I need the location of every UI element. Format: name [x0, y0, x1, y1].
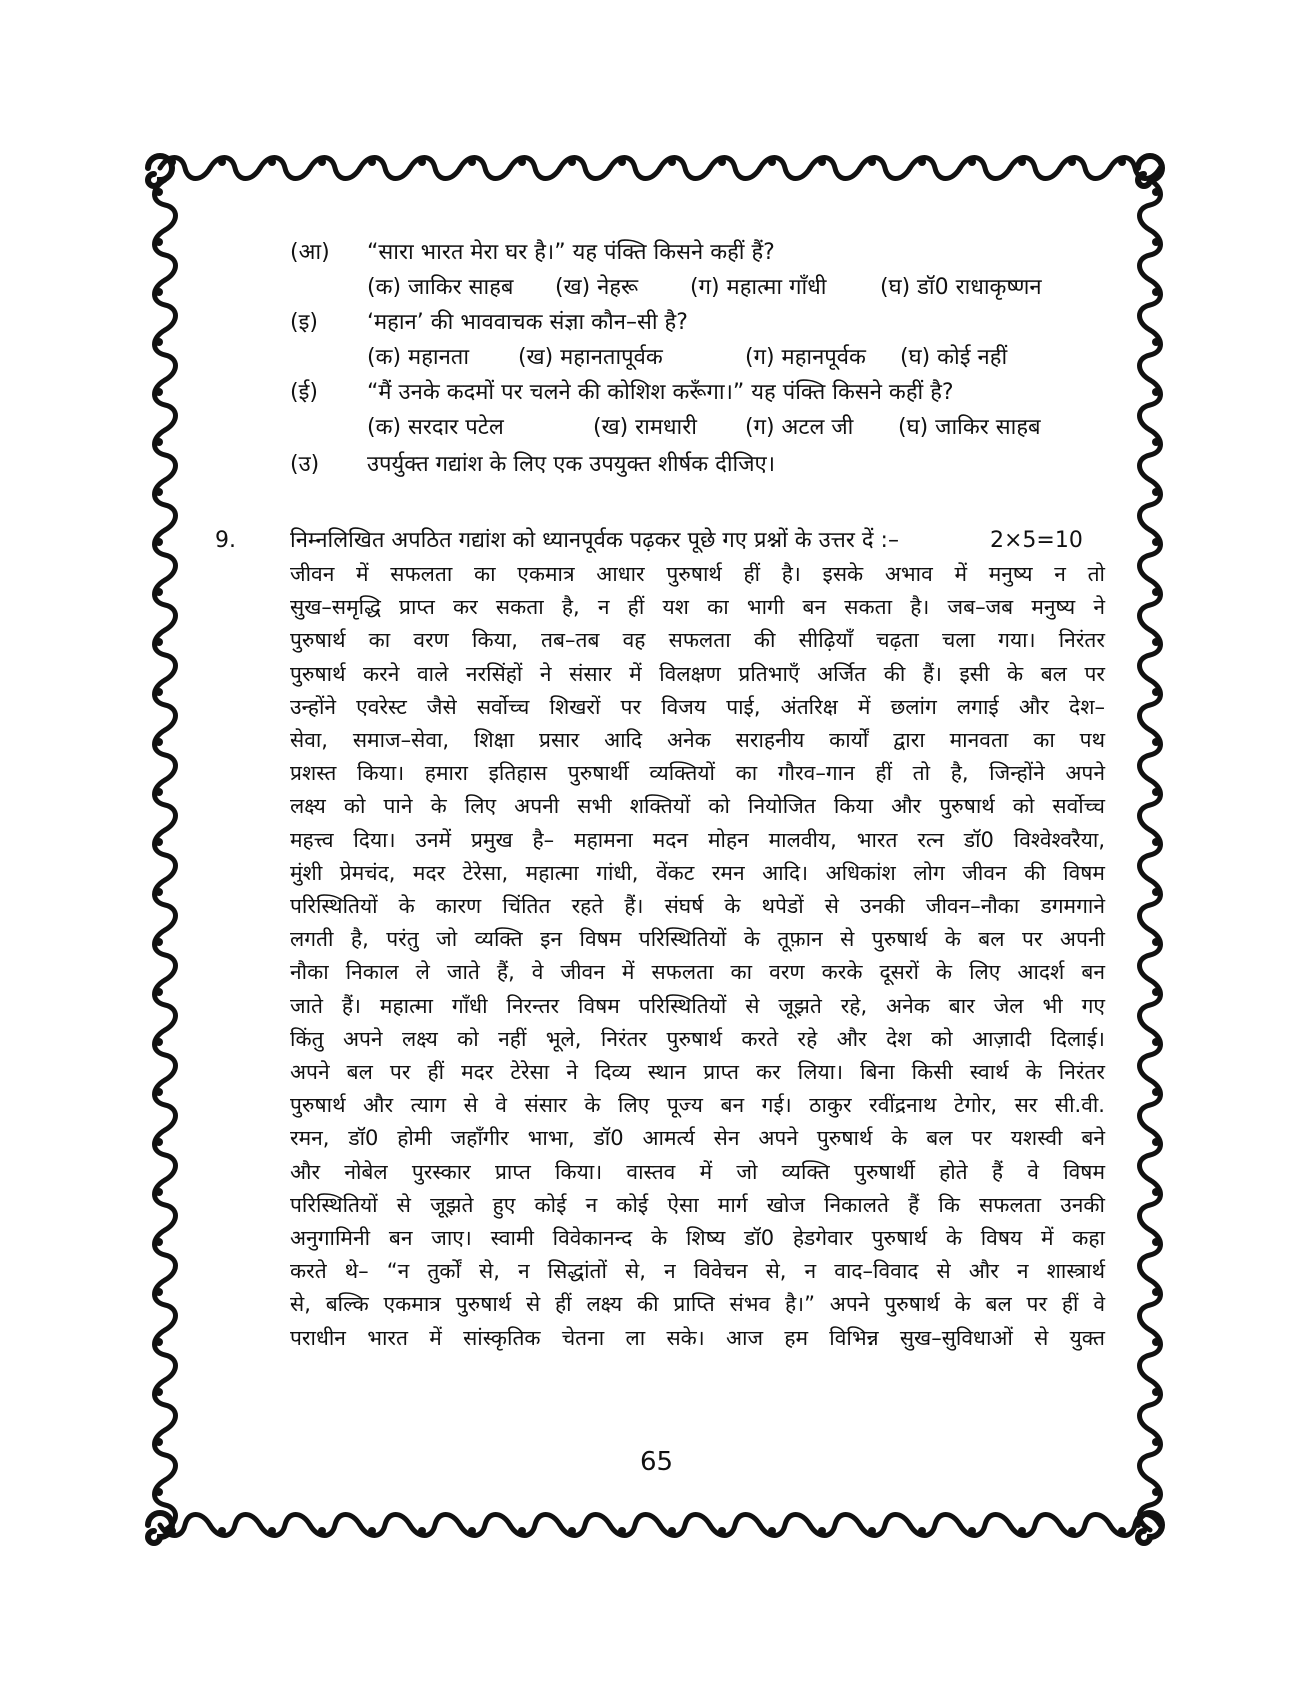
- passage-line: मुंशी प्रेमचंद, मदर टेरेसा, महात्मा गांधी, वेंकट रमन आदि। अधिकांश लोग जीवन की विषम: [290, 860, 1105, 885]
- question-text: “सारा भारत मेरा घर है।” यह पंक्ति किसने कहीं हैं?: [367, 240, 775, 265]
- passage: [290, 558, 1105, 1355]
- passage-line: परिस्थितियों से जूझते हुए कोई न कोई ऐसा मार्ग खोज निकालते हैं कि सफलता उनकी: [290, 1192, 1105, 1217]
- passage-line: जीवन में सफलता का एकमात्र आधार पुरुषार्थ हीं है। इसके अभाव में मनुष्य न तो: [290, 562, 1105, 586]
- option: (क) सरदार पटेल: [367, 415, 504, 440]
- option: (क) महानता: [367, 345, 470, 370]
- passage-line: किंतु अपने लक्ष्य को नहीं भूले, निरंतर पुरुषार्थ करते रहे और देश को आज़ादी दिलाई।: [290, 1026, 1105, 1051]
- passage-line: पुरुषार्थ का वरण किया, तब–तब वह सफलता की सीढ़ियाँ चढ़ता चला गया। निरंतर: [290, 628, 1105, 653]
- passage-line: पराधीन भारत में सांस्कृतिक चेतना ला सके। आज हम विभिन्न सुख–सुविधाओं से युक्त: [290, 1325, 1105, 1350]
- question-label: (उ): [290, 452, 320, 477]
- passage-line: सेवा, समाज–सेवा, शिक्षा प्रसार आदि अनेक सराहनीय कार्यों द्वारा मानवता का पथ: [290, 728, 1105, 753]
- question-label: (ई): [290, 380, 318, 405]
- passage-line: अनुगामिनी बन जाए। स्वामी विवेकानन्द के शिष्य डॉ0 हेडगेवार पुरुषार्थ के विषय में कहा: [290, 1226, 1105, 1251]
- question-label: (आ): [290, 240, 330, 265]
- passage-line: पुरुषार्थ करने वाले नरसिंहों ने संसार में विलक्षण प्रतिभाएँ अर्जित की हैं। इसी के बल पर: [290, 661, 1105, 686]
- passage-line: करते थे– “न तुर्कों से, न सिद्धांतों से, न विवेचन से, न वाद–विवाद से और न शास्त्रार्थ: [290, 1259, 1105, 1284]
- page-number: 65: [639, 1447, 674, 1477]
- marks-label: 2×5=10: [990, 528, 1083, 553]
- passage-line: अपने बल पर हीं मदर टेरेसा ने दिव्य स्थान प्राप्त कर लिया। बिना किसी स्वार्थ के निरंतर: [290, 1060, 1105, 1085]
- question-label: (इ): [290, 310, 318, 335]
- option: (ख) महानतापूर्वक: [518, 345, 663, 370]
- passage-line: परिस्थितियों के कारण चिंतित रहते हैं। संघर्ष के थपेडों से उनकी जीवन–नौका डगमगाने: [290, 894, 1105, 919]
- option: (घ) डॉ0 राधाकृष्णन: [880, 275, 1042, 300]
- option: (क) जाकिर साहब: [367, 275, 514, 300]
- passage-line: और नोबेल पुरस्कार प्राप्त किया। वास्तव में जो व्यक्ति पुरुषार्थी होते हैं वे विषम: [290, 1159, 1105, 1184]
- passage-line: से, बल्कि एकमात्र पुरुषार्थ से हीं लक्ष्य की प्राप्ति संभव है।” अपने पुरुषार्थ के बल पर हीं वे: [290, 1292, 1105, 1317]
- option: (ग) अटल जी: [745, 415, 854, 440]
- option: (ग) महात्मा गाँधी: [690, 275, 827, 300]
- option: (ख) नेहरू: [555, 275, 639, 300]
- passage-line: लक्ष्य को पाने के लिए अपनी सभी शक्तियों को नियोजित किया और पुरुषार्थ को सर्वोच्च: [290, 794, 1105, 819]
- passage-line: सुख–समृद्धि प्राप्त कर सकता है, न हीं यश का भागी बन सकता है। जब–जब मनुष्य ने: [290, 595, 1105, 620]
- option: (घ) कोई नहीं: [900, 345, 1008, 370]
- question-heading: निम्नलिखित अपठित गद्यांश को ध्यानपूर्वक पढ़कर पूछे गए प्रश्नों के उत्तर दें :–: [290, 528, 899, 553]
- passage-line: महत्त्व दिया। उनमें प्रमुख है– महामना मदन मोहन मालवीय, भारत रत्न डॉ0 विश्वेश्वरैया,: [290, 827, 1105, 852]
- option: (ख) रामधारी: [593, 415, 697, 440]
- passage-line: लगती है, परंतु जो व्यक्ति इन विषम परिस्थितियों के तूफ़ान से पुरुषार्थ के बल पर अपनी: [290, 927, 1105, 952]
- passage-line: प्रशस्त किया। हमारा इतिहास पुरुषार्थी व्यक्तियों का गौरव–गान हीं तो है, जिन्होंने अपने: [290, 761, 1105, 786]
- option: (ग) महानपूर्वक: [745, 345, 866, 370]
- option: (घ) जाकिर साहब: [898, 415, 1041, 440]
- passage-line: रमन, डॉ0 होमी जहाँगीर भाभा, डॉ0 आमर्त्य सेन अपने पुरुषार्थ के बल पर यशस्वी बने: [290, 1126, 1105, 1151]
- question-text: उपर्युक्त गद्यांश के लिए एक उपयुक्त शीर्षक दीजिए।: [367, 452, 776, 477]
- passage-line: उन्होंने एवरेस्ट जैसे सर्वोच्च शिखरों पर विजय पाई, अंतरिक्ष में छलांग लगाई और देश–: [290, 694, 1105, 719]
- question-number: 9.: [215, 528, 236, 553]
- question-text: ‘महान’ की भाववाचक संज्ञा कौन–सी है?: [367, 310, 688, 335]
- passage-line: जाते हैं। महात्मा गाँधी निरन्तर विषम परिस्थितियों से जूझते रहे, अनेक बार जेल भी गए: [290, 993, 1105, 1018]
- passage-line: नौका निकाल ले जाते हैं, वे जीवन में सफलता का वरण करके दूसरों के लिए आदर्श बन: [290, 960, 1105, 985]
- question-text: “मैं उनके कदमों पर चलने की कोशिश करूँगा।” यह पंक्ति किसने कहीं है?: [367, 380, 954, 405]
- passage-line: पुरुषार्थ और त्याग से वे संसार के लिए पूज्य बन गई। ठाकुर रवींद्रनाथ टेगोर, सर सी.वी.: [290, 1093, 1105, 1118]
